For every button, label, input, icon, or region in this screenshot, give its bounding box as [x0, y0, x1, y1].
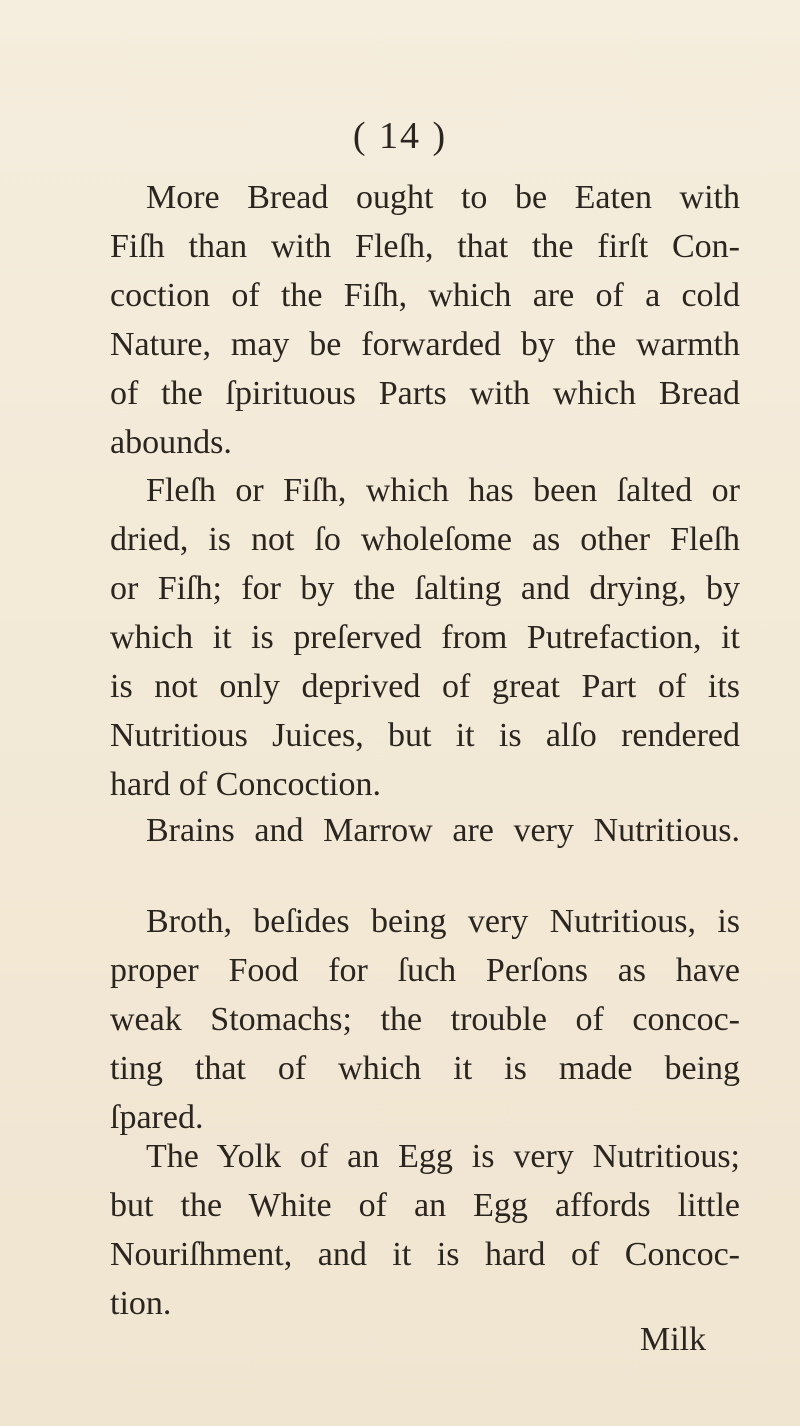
- paragraph-egg-yolk: [110, 1132, 740, 1328]
- text-line: of the ſpirituous Parts with which Bread: [110, 375, 740, 412]
- text-line: proper Food for ſuch Perſons as have: [110, 952, 740, 989]
- text-line: Broth, beſides being very Nutritious, is: [146, 903, 740, 940]
- paragraph-brains-marrow: [110, 806, 740, 855]
- text-line: which it is preſerved from Putrefaction, it: [110, 619, 740, 656]
- text-line: abounds.: [110, 424, 232, 461]
- text-line: Nutritious Juices, but it is alſo rendered: [110, 717, 740, 754]
- paragraph-broth: [110, 897, 740, 1142]
- text-line: coction of the Fiſh, which are of a cold: [110, 277, 740, 314]
- text-line: weak Stomachs; the trouble of concoc-: [110, 1001, 740, 1038]
- text-line: dried, is not ſo wholeſome as other Fleſh: [110, 521, 740, 558]
- text-line: Nouriſhment, and it is hard of Concoc-: [110, 1236, 740, 1273]
- paragraph-salted-flesh: [110, 466, 740, 809]
- text-line: but the White of an Egg affords little: [110, 1187, 740, 1224]
- paragraph-bread-with-fish: [110, 173, 740, 467]
- text-line: Brains and Marrow are very Nutritious.: [146, 812, 740, 849]
- text-line: or Fiſh; for by the ſalting and drying, by: [110, 570, 740, 607]
- text-line: tion.: [110, 1285, 172, 1322]
- catchword: Milk: [640, 1321, 707, 1358]
- text-line: More Bread ought to be Eaten with: [146, 179, 740, 216]
- text-line: ting that of which it is made being: [110, 1050, 740, 1087]
- text-line: Fiſh than with Fleſh, that the firſt Con-: [110, 228, 740, 265]
- text-line: Nature, may be forwarded by the warmth: [110, 326, 740, 363]
- page-number: ( 14 ): [352, 115, 448, 157]
- text-line: hard of Concoction.: [110, 766, 381, 803]
- text-line: Fleſh or Fiſh, which has been ſalted or: [146, 472, 740, 509]
- text-line: is not only deprived of great Part of its: [110, 668, 740, 705]
- text-line: ſpared.: [110, 1099, 204, 1136]
- text-line: The Yolk of an Egg is very Nutritious;: [146, 1138, 740, 1175]
